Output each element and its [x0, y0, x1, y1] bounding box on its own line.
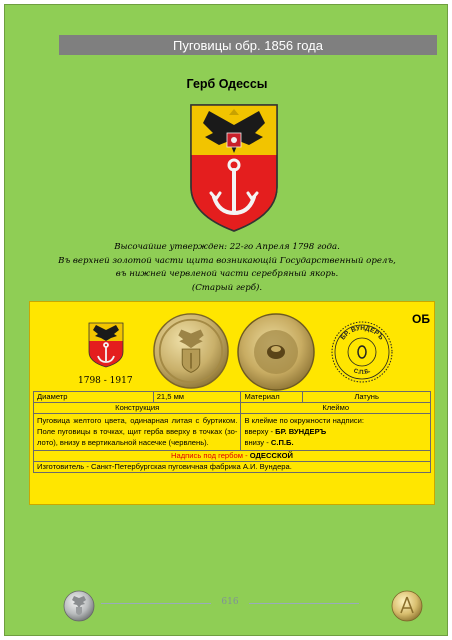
catalog-code: ОБ — [412, 312, 430, 326]
material-label: Материал — [241, 392, 303, 403]
table-row — [34, 451, 431, 462]
spec-table — [33, 391, 431, 473]
diameter-value: 21,5 мм — [153, 392, 241, 403]
maker-stamp-image — [330, 320, 394, 384]
section-title-bar — [59, 35, 437, 55]
stamp-bottom-value: С.П.Б. — [270, 438, 294, 447]
stamp-header: Клеймо — [241, 403, 431, 414]
inscription-row — [34, 451, 431, 462]
decree-line: въ нижней червленой части серебряный якорь. — [115, 269, 339, 279]
page-number: 616 — [221, 597, 239, 607]
stamp-top-line — [244, 426, 427, 437]
stamp-top-text: БР. ВУНДЕРЪ — [339, 324, 385, 342]
svg-text:С.П.Б. — [353, 368, 372, 376]
stamp-bottom-text: С.П.Б. — [352, 368, 372, 377]
section-title: Пуговицы обр. 1856 года — [173, 37, 323, 53]
manufacturer-text: Изготовитель - Санкт-Петербургская пуговичная фабрика А.И. Вундера. — [34, 462, 431, 473]
decree-text — [25, 241, 429, 295]
stamp-bottom-prefix: внизу - — [244, 438, 271, 447]
small-coat-of-arms-image — [88, 322, 124, 368]
footer-button-left-image — [63, 590, 95, 622]
inscription-prefix: Надпись под гербом - — [171, 451, 250, 460]
stamp-intro: В клейме по окружности надписи: — [244, 416, 364, 425]
decree-line: Высочайше утвержден: 22-го Апреля 1798 года. — [114, 242, 340, 252]
stamp-top-value: БР. ВУНДЕРЪ — [275, 427, 327, 436]
odessa-coat-of-arms-image — [189, 103, 279, 233]
construction-header: Конструкция — [34, 403, 241, 414]
table-row — [34, 462, 431, 473]
stamp-description — [241, 414, 431, 451]
coat-of-arms-title: Герб Одессы — [186, 77, 268, 91]
footer-divider-left — [101, 603, 211, 604]
inscription-value: ОДЕССКОЙ — [249, 451, 293, 460]
construction-text: Пуговица желтого цвета, одинарная литая с буртиком. Поле пуговицы в точках, щит герба вверху в точках (зо-лото), внизу в вертикальной насечке (червлень). — [34, 414, 241, 451]
page — [4, 4, 448, 636]
stamp-top-prefix: вверху - — [244, 427, 276, 436]
table-row — [34, 392, 431, 403]
diameter-label: Диаметр — [34, 392, 154, 403]
table-row — [34, 403, 431, 414]
years-label: 1798 - 1917 — [78, 376, 133, 386]
svg-text:БР. ВУНДЕРЪ — [339, 325, 384, 342]
table-row — [34, 414, 431, 451]
button-front-image — [152, 312, 230, 390]
decree-line: (Старый герб). — [191, 282, 263, 293]
decree-line: Въ верхней золотой части щита возникающій Государственный орелъ, — [58, 255, 396, 266]
button-back-image — [236, 312, 316, 392]
footer-button-right-image — [391, 590, 423, 622]
footer-divider-right — [249, 603, 359, 604]
material-value: Латунь — [303, 392, 431, 403]
stamp-bottom-line — [244, 437, 427, 448]
